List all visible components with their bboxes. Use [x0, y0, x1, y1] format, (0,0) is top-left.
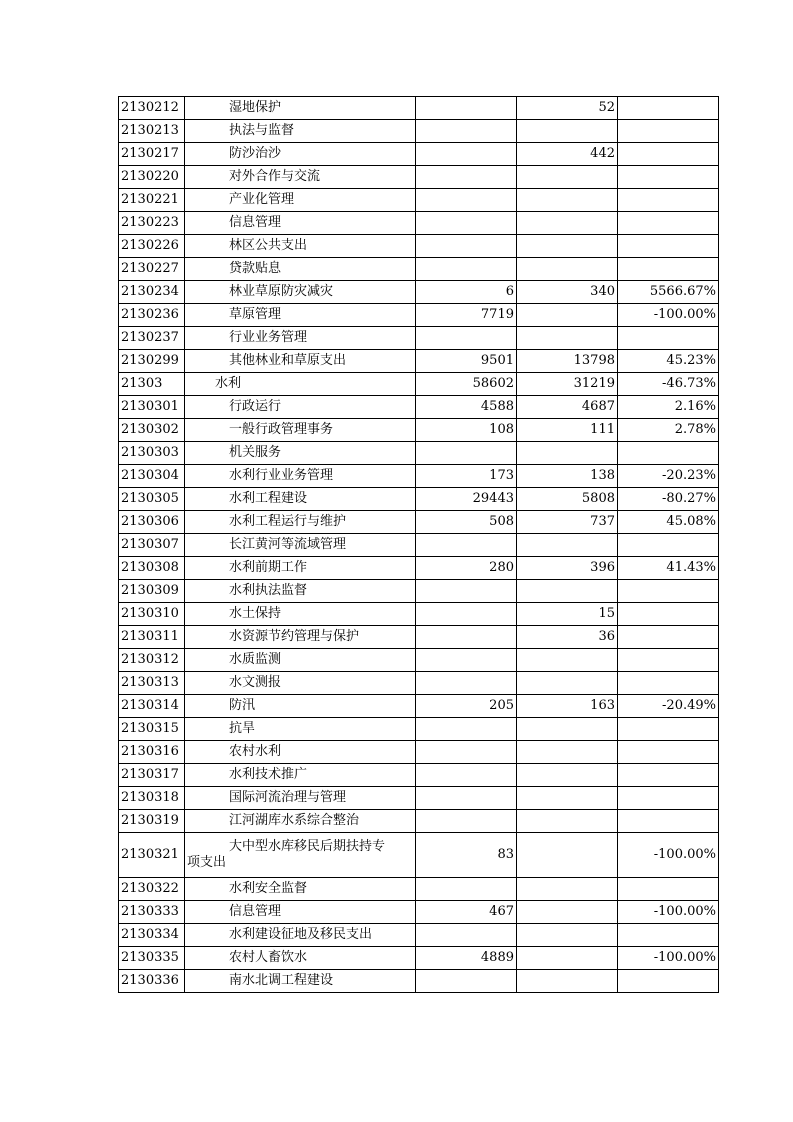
account-code-cell: 2130333 — [119, 901, 185, 924]
prior-amount-cell: 280 — [416, 557, 517, 580]
account-name-text: 水利安全监督 — [229, 881, 308, 896]
budget-table — [118, 96, 719, 993]
table-row — [119, 350, 719, 373]
table-row — [119, 465, 719, 488]
current-amount-cell: 737 — [517, 511, 618, 534]
change-percent-cell: -100.00% — [618, 901, 719, 924]
account-name-text: 贷款贴息 — [229, 261, 282, 276]
current-amount-cell: 31219 — [517, 373, 618, 396]
current-amount-cell: 5808 — [517, 488, 618, 511]
account-code-cell: 2130304 — [119, 465, 185, 488]
account-code-cell: 2130313 — [119, 672, 185, 695]
account-name-text: 长江黄河等流域管理 — [229, 537, 347, 552]
change-percent-cell: -46.73% — [618, 373, 719, 396]
account-name-text: 湿地保护 — [229, 100, 282, 115]
account-name-cell — [185, 603, 416, 626]
account-name-cell — [185, 764, 416, 787]
current-amount-cell — [517, 764, 618, 787]
account-code-cell: 2130234 — [119, 281, 185, 304]
prior-amount-cell: 4889 — [416, 947, 517, 970]
prior-amount-cell — [416, 626, 517, 649]
account-name-cell — [185, 143, 416, 166]
prior-amount-cell: 29443 — [416, 488, 517, 511]
change-percent-cell: -100.00% — [618, 833, 719, 878]
prior-amount-cell: 205 — [416, 695, 517, 718]
account-code-cell: 2130226 — [119, 235, 185, 258]
current-amount-cell — [517, 120, 618, 143]
table-row — [119, 235, 719, 258]
account-code-cell: 2130309 — [119, 580, 185, 603]
account-name-cell — [185, 373, 416, 396]
account-name-cell — [185, 166, 416, 189]
change-percent-cell — [618, 626, 719, 649]
current-amount-cell: 396 — [517, 557, 618, 580]
table-row — [119, 396, 719, 419]
change-percent-cell — [618, 878, 719, 901]
table-row — [119, 327, 719, 350]
account-code-cell: 2130311 — [119, 626, 185, 649]
account-name-cell — [185, 534, 416, 557]
current-amount-cell: 442 — [517, 143, 618, 166]
prior-amount-cell — [416, 235, 517, 258]
account-name-text: 农村人畜饮水 — [229, 950, 308, 965]
account-name-cell — [185, 350, 416, 373]
prior-amount-cell: 108 — [416, 419, 517, 442]
prior-amount-cell — [416, 580, 517, 603]
account-name-text: 水利执法监督 — [229, 583, 308, 598]
change-percent-cell — [618, 212, 719, 235]
account-name-text: 水利 — [215, 376, 242, 391]
prior-amount-cell: 508 — [416, 511, 517, 534]
current-amount-cell: 340 — [517, 281, 618, 304]
current-amount-cell — [517, 534, 618, 557]
account-name-cell — [185, 672, 416, 695]
change-percent-cell: -80.27% — [618, 488, 719, 511]
prior-amount-cell: 173 — [416, 465, 517, 488]
account-name-text: 林区公共支出 — [229, 238, 308, 253]
account-name-text: 草原管理 — [229, 307, 282, 322]
account-code-cell: 2130321 — [119, 833, 185, 878]
current-amount-cell — [517, 878, 618, 901]
table-row — [119, 281, 719, 304]
current-amount-cell — [517, 970, 618, 993]
account-name-cell — [185, 488, 416, 511]
account-name-text: 防沙治沙 — [229, 146, 282, 161]
account-name-text: 行政运行 — [229, 399, 282, 414]
change-percent-cell — [618, 442, 719, 465]
current-amount-cell — [517, 212, 618, 235]
change-percent-cell — [618, 741, 719, 764]
table-row — [119, 534, 719, 557]
account-code-cell: 2130310 — [119, 603, 185, 626]
table-row — [119, 580, 719, 603]
change-percent-cell — [618, 258, 719, 281]
current-amount-cell — [517, 787, 618, 810]
change-percent-cell — [618, 166, 719, 189]
account-name-text: 农村水利 — [229, 744, 282, 759]
current-amount-cell: 15 — [517, 603, 618, 626]
account-code-cell: 2130312 — [119, 649, 185, 672]
change-percent-cell: 2.78% — [618, 419, 719, 442]
account-name-cell — [185, 258, 416, 281]
account-code-cell: 2130227 — [119, 258, 185, 281]
current-amount-cell — [517, 649, 618, 672]
change-percent-cell — [618, 189, 719, 212]
table-row — [119, 603, 719, 626]
account-name-text: 林业草原防灾减灾 — [229, 284, 334, 299]
account-name-cell — [185, 924, 416, 947]
account-name-cell — [185, 465, 416, 488]
change-percent-cell: -20.49% — [618, 695, 719, 718]
account-name-text: 水资源节约管理与保护 — [229, 629, 360, 644]
change-percent-cell: 41.43% — [618, 557, 719, 580]
account-name-cell — [185, 304, 416, 327]
change-percent-cell — [618, 649, 719, 672]
account-name-text: 防汛 — [229, 698, 256, 713]
account-code-cell: 2130334 — [119, 924, 185, 947]
table-row — [119, 442, 719, 465]
account-code-cell: 2130318 — [119, 787, 185, 810]
change-percent-cell: -20.23% — [618, 465, 719, 488]
table-row — [119, 672, 719, 695]
table-row — [119, 143, 719, 166]
table-row — [119, 970, 719, 993]
change-percent-cell — [618, 924, 719, 947]
account-code-cell: 2130221 — [119, 189, 185, 212]
table-row — [119, 304, 719, 327]
current-amount-cell: 4687 — [517, 396, 618, 419]
account-name-cell — [185, 212, 416, 235]
account-name-cell — [185, 878, 416, 901]
account-name-cell — [185, 235, 416, 258]
current-amount-cell — [517, 258, 618, 281]
prior-amount-cell: 7719 — [416, 304, 517, 327]
account-name-cell — [185, 626, 416, 649]
current-amount-cell — [517, 947, 618, 970]
account-code-cell: 2130301 — [119, 396, 185, 419]
account-name-text: 机关服务 — [229, 445, 282, 460]
current-amount-cell — [517, 580, 618, 603]
account-name-cell — [185, 695, 416, 718]
account-name-cell — [185, 511, 416, 534]
account-name-cell — [185, 419, 416, 442]
account-name-cell — [185, 442, 416, 465]
account-name-cell — [185, 557, 416, 580]
table-row — [119, 97, 719, 120]
current-amount-cell — [517, 901, 618, 924]
table-row — [119, 878, 719, 901]
current-amount-cell — [517, 442, 618, 465]
current-amount-cell — [517, 304, 618, 327]
account-name-text: 水利建设征地及移民支出 — [229, 927, 373, 942]
account-name-text: 行业业务管理 — [229, 330, 308, 345]
current-amount-cell: 52 — [517, 97, 618, 120]
account-code-cell: 2130220 — [119, 166, 185, 189]
table-row — [119, 741, 719, 764]
current-amount-cell — [517, 672, 618, 695]
current-amount-cell — [517, 833, 618, 878]
account-code-cell: 2130236 — [119, 304, 185, 327]
change-percent-cell — [618, 970, 719, 993]
table-row — [119, 373, 719, 396]
account-code-cell: 2130316 — [119, 741, 185, 764]
account-code-cell: 2130217 — [119, 143, 185, 166]
table-row — [119, 810, 719, 833]
account-name-text: 信息管理 — [229, 904, 282, 919]
prior-amount-cell — [416, 970, 517, 993]
account-code-cell: 2130335 — [119, 947, 185, 970]
table-row — [119, 764, 719, 787]
account-name-cell — [185, 787, 416, 810]
change-percent-cell — [618, 97, 719, 120]
prior-amount-cell: 83 — [416, 833, 517, 878]
change-percent-cell — [618, 787, 719, 810]
current-amount-cell — [517, 718, 618, 741]
prior-amount-cell — [416, 258, 517, 281]
prior-amount-cell: 467 — [416, 901, 517, 924]
account-code-cell: 2130299 — [119, 350, 185, 373]
current-amount-cell — [517, 810, 618, 833]
account-name-text: 水利工程运行与维护 — [229, 514, 347, 529]
account-name-cell — [185, 833, 416, 878]
change-percent-cell: 5566.67% — [618, 281, 719, 304]
account-code-cell: 2130307 — [119, 534, 185, 557]
change-percent-cell — [618, 327, 719, 350]
table-row — [119, 695, 719, 718]
change-percent-cell — [618, 235, 719, 258]
table-row — [119, 189, 719, 212]
budget-table-body — [119, 97, 719, 993]
account-name-cell — [185, 97, 416, 120]
prior-amount-cell — [416, 718, 517, 741]
account-code-cell: 2130303 — [119, 442, 185, 465]
prior-amount-cell: 6 — [416, 281, 517, 304]
prior-amount-cell — [416, 212, 517, 235]
change-percent-cell — [618, 534, 719, 557]
table-row — [119, 718, 719, 741]
change-percent-cell — [618, 810, 719, 833]
account-name-text: 其他林业和草原支出 — [229, 353, 347, 368]
current-amount-cell — [517, 924, 618, 947]
account-name-cell — [185, 741, 416, 764]
account-name-text: 水土保持 — [229, 606, 282, 621]
table-row — [119, 419, 719, 442]
account-name-cell — [185, 120, 416, 143]
current-amount-cell — [517, 327, 618, 350]
account-name-text: 江河湖库水系综合整治 — [229, 813, 360, 828]
current-amount-cell: 163 — [517, 695, 618, 718]
account-name-text: 抗旱 — [229, 721, 256, 736]
table-row — [119, 924, 719, 947]
prior-amount-cell — [416, 442, 517, 465]
prior-amount-cell — [416, 166, 517, 189]
prior-amount-cell — [416, 878, 517, 901]
table-row — [119, 120, 719, 143]
account-name-text: 国际河流治理与管理 — [229, 790, 347, 805]
account-name-cell — [185, 189, 416, 212]
table-row — [119, 557, 719, 580]
account-name-text: 水利技术推广 — [229, 767, 308, 782]
table-row — [119, 511, 719, 534]
prior-amount-cell — [416, 649, 517, 672]
account-name-cell — [185, 649, 416, 672]
table-row — [119, 488, 719, 511]
current-amount-cell — [517, 166, 618, 189]
account-code-cell: 2130308 — [119, 557, 185, 580]
prior-amount-cell — [416, 810, 517, 833]
current-amount-cell: 36 — [517, 626, 618, 649]
account-name-cell — [185, 970, 416, 993]
change-percent-cell: 45.23% — [618, 350, 719, 373]
change-percent-cell — [618, 672, 719, 695]
table-row — [119, 258, 719, 281]
change-percent-cell — [618, 718, 719, 741]
account-code-cell: 2130317 — [119, 764, 185, 787]
account-name-text: 水利前期工作 — [229, 560, 308, 575]
account-name-cell — [185, 580, 416, 603]
account-name-line-2: 项支出 — [187, 855, 227, 870]
account-name-text: 水利行业业务管理 — [229, 468, 334, 483]
prior-amount-cell — [416, 327, 517, 350]
table-row — [119, 649, 719, 672]
account-name-cell — [185, 718, 416, 741]
prior-amount-cell: 58602 — [416, 373, 517, 396]
account-code-cell: 2130314 — [119, 695, 185, 718]
table-row — [119, 833, 719, 878]
account-code-cell: 2130322 — [119, 878, 185, 901]
change-percent-cell: -100.00% — [618, 947, 719, 970]
account-name-text: 信息管理 — [229, 215, 282, 230]
prior-amount-cell — [416, 672, 517, 695]
current-amount-cell — [517, 741, 618, 764]
prior-amount-cell — [416, 764, 517, 787]
account-code-cell: 2130223 — [119, 212, 185, 235]
change-percent-cell — [618, 603, 719, 626]
prior-amount-cell — [416, 189, 517, 212]
change-percent-cell: -100.00% — [618, 304, 719, 327]
account-name-line-1: 大中型水库移民后期扶持专 — [229, 839, 386, 854]
prior-amount-cell — [416, 120, 517, 143]
change-percent-cell — [618, 120, 719, 143]
current-amount-cell — [517, 189, 618, 212]
account-name-text: 一般行政管理事务 — [229, 422, 334, 437]
prior-amount-cell — [416, 534, 517, 557]
prior-amount-cell — [416, 97, 517, 120]
account-name-text: 南水北调工程建设 — [229, 973, 334, 988]
table-row — [119, 626, 719, 649]
change-percent-cell — [618, 764, 719, 787]
table-row — [119, 901, 719, 924]
account-code-cell: 2130315 — [119, 718, 185, 741]
prior-amount-cell — [416, 603, 517, 626]
change-percent-cell: 45.08% — [618, 511, 719, 534]
prior-amount-cell: 9501 — [416, 350, 517, 373]
change-percent-cell: 2.16% — [618, 396, 719, 419]
account-code-cell: 2130319 — [119, 810, 185, 833]
current-amount-cell — [517, 235, 618, 258]
account-code-cell: 21303 — [119, 373, 185, 396]
current-amount-cell: 138 — [517, 465, 618, 488]
account-name-cell — [185, 396, 416, 419]
account-name-cell — [185, 810, 416, 833]
account-code-cell: 2130336 — [119, 970, 185, 993]
account-code-cell: 2130305 — [119, 488, 185, 511]
account-name-text: 水利工程建设 — [229, 491, 308, 506]
account-name-text: 水文测报 — [229, 675, 282, 690]
account-name-text: 产业化管理 — [229, 192, 295, 207]
account-code-cell: 2130302 — [119, 419, 185, 442]
account-name-cell — [185, 947, 416, 970]
change-percent-cell — [618, 143, 719, 166]
account-code-cell: 2130213 — [119, 120, 185, 143]
current-amount-cell: 13798 — [517, 350, 618, 373]
prior-amount-cell: 4588 — [416, 396, 517, 419]
account-name-cell — [185, 901, 416, 924]
prior-amount-cell — [416, 143, 517, 166]
table-row — [119, 787, 719, 810]
prior-amount-cell — [416, 741, 517, 764]
table-row — [119, 166, 719, 189]
prior-amount-cell — [416, 787, 517, 810]
account-name-text: 对外合作与交流 — [229, 169, 321, 184]
account-code-cell: 2130237 — [119, 327, 185, 350]
account-name-text: 执法与监督 — [229, 123, 295, 138]
account-code-cell: 2130212 — [119, 97, 185, 120]
account-code-cell: 2130306 — [119, 511, 185, 534]
change-percent-cell — [618, 580, 719, 603]
account-name-text: 水质监测 — [229, 652, 282, 667]
table-row — [119, 212, 719, 235]
current-amount-cell: 111 — [517, 419, 618, 442]
table-row — [119, 947, 719, 970]
account-name-cell — [185, 327, 416, 350]
prior-amount-cell — [416, 924, 517, 947]
account-name-cell — [185, 281, 416, 304]
